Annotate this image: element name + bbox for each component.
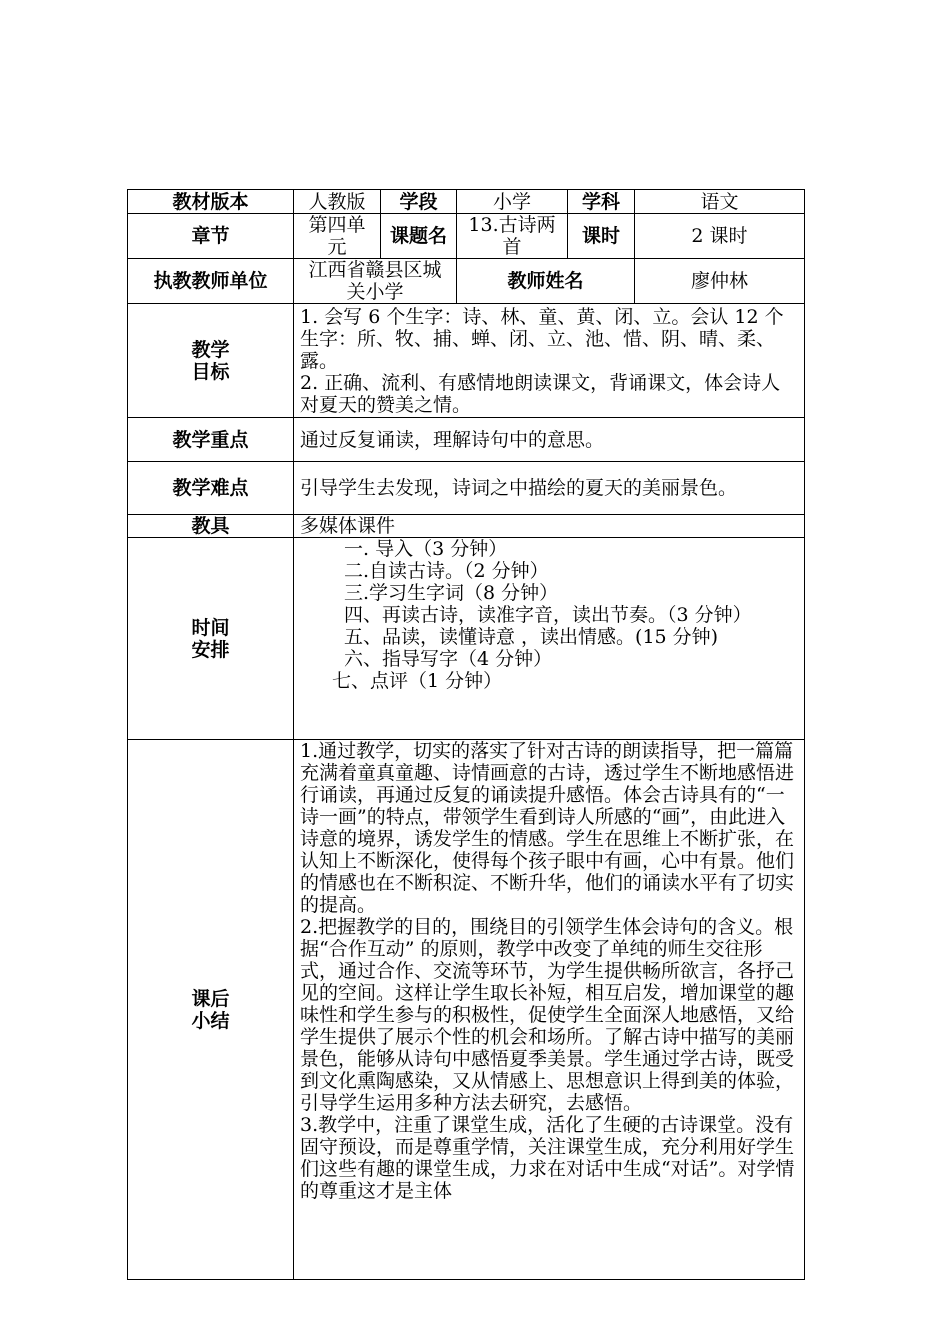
textbook-label: 教材版本 <box>128 190 294 214</box>
difficulty-row <box>128 462 805 515</box>
textbook-row <box>128 190 805 214</box>
chapter-label: 章节 <box>128 214 294 259</box>
schedule-content <box>294 538 805 740</box>
subject-value: 语文 <box>635 190 805 214</box>
goals-row <box>128 304 805 418</box>
topic-value: 13.古诗两首 <box>457 214 568 259</box>
schedule-step: 二.自读古诗。（2 分钟） <box>344 560 549 582</box>
summary-content <box>294 740 805 1280</box>
teacher-name-label: 教师姓名 <box>457 259 635 304</box>
schedule-label-line1: 时间 <box>191 616 230 639</box>
teacher-row <box>128 259 805 304</box>
key-point-row <box>128 418 805 462</box>
summary-paragraph-2: 2.把握教学的目的，围绕目的引领学生体会诗句的含义。根据“合作互动” 的原则，教学中改变了单纯的师生交往形式，通过合作、交流等环节，为学生提供畅所欲言，各抒己见的空间。这样让学生取长补短，相互启发，增加课堂的趣味性和学生参与的积极性，促使学生全面深人地感悟，又给学生提供了展示个性的机会和场所。了解古诗中描写的美丽景色，能够从诗句中感悟夏季美景。学生通过学古诗，既受到文化熏陶感染，又从情感上、思想意识上得到美的体验，引导学生运用多种方法去研究，去感悟。 <box>300 916 795 1114</box>
schedule-step: 三.学习生字词（8 分钟） <box>344 582 559 604</box>
difficulty-label: 教学难点 <box>128 462 294 515</box>
schedule-step: 一. 导入（3 分钟） <box>344 538 508 560</box>
hours-value: 2 课时 <box>635 214 805 259</box>
summary-paragraph-1: 1.通过教学，切实的落实了针对古诗的朗读指导，把一篇篇充满着童真童趣、诗情画意的古诗，透过学生不断地感悟进行诵读，再通过反复的诵读提升感悟。体会古诗具有的“一诗一画”的特点，带领学生看到诗人所感的“画”，由此进入诗意的境界，诱发学生的情感。学生在思维上不断扩张，在认知上不断深化，使得每个孩子眼中有画，心中有景。他们的情感也在不断积淀、不断升华，他们的诵读水平有了切实的提高。 <box>300 740 795 916</box>
subject-label: 学科 <box>568 190 635 214</box>
schedule-step: 七、点评（1 分钟） <box>332 670 503 692</box>
unit-value: 江西省赣县区城关小学 <box>294 259 457 304</box>
goals-item-2: 2. 正确、流利、有感情地朗读课文，背诵课文，体会诗人对夏天的赞美之情。 <box>300 371 781 416</box>
tools-label: 教具 <box>128 515 294 538</box>
key-point-value: 通过反复诵读，理解诗句中的意思。 <box>294 418 805 462</box>
stage-value: 小学 <box>457 190 568 214</box>
unit-label: 执教教师单位 <box>128 259 294 304</box>
chapter-value: 第四单元 <box>294 214 381 259</box>
goals-label <box>128 304 294 418</box>
schedule-row <box>128 538 805 740</box>
schedule-step: 五、品读，读懂诗意 ，读出情感。(15 分钟) <box>344 626 719 648</box>
summary-label <box>128 740 294 1280</box>
teacher-name-value: 廖仲林 <box>635 259 805 304</box>
summary-label-line2: 小结 <box>191 1009 230 1032</box>
tools-value: 多媒体课件 <box>294 515 805 538</box>
chapter-row <box>128 214 805 259</box>
schedule-step: 四、再读古诗，读准字音，读出节奏。（3 分钟） <box>344 604 752 626</box>
goals-content <box>294 304 805 418</box>
summary-label-line1: 课后 <box>191 987 230 1010</box>
goals-label-line2: 目标 <box>191 360 230 383</box>
key-point-label: 教学重点 <box>128 418 294 462</box>
lesson-plan-table <box>127 189 805 1280</box>
schedule-step: 六、指导写字（4 分钟） <box>344 648 553 670</box>
hours-label: 课时 <box>568 214 635 259</box>
goals-item-1: 1. 会写 6 个生字：诗、林、童、黄、闭、立。会认 12 个生字：所、牧、捕、蝉、闭、立、池、惜、阴、晴、柔、露。 <box>300 305 784 372</box>
goals-label-line1: 教学 <box>191 338 230 361</box>
summary-row <box>128 740 805 1280</box>
topic-label: 课题名 <box>381 214 457 259</box>
summary-paragraph-3: 3.教学中，注重了课堂生成，活化了生硬的古诗课堂。没有固守预设，而是尊重学情，关注课堂生成，充分利用好学生们这些有趣的课堂生成，力求在对话中生成“对话”。对学情的尊重这才是主体 <box>300 1114 795 1202</box>
textbook-value: 人教版 <box>294 190 381 214</box>
tools-row <box>128 515 805 538</box>
schedule-label <box>128 538 294 740</box>
schedule-label-line2: 安排 <box>191 638 230 661</box>
difficulty-value: 引导学生去发现，诗词之中描绘的夏天的美丽景色。 <box>294 462 805 515</box>
stage-label: 学段 <box>381 190 457 214</box>
